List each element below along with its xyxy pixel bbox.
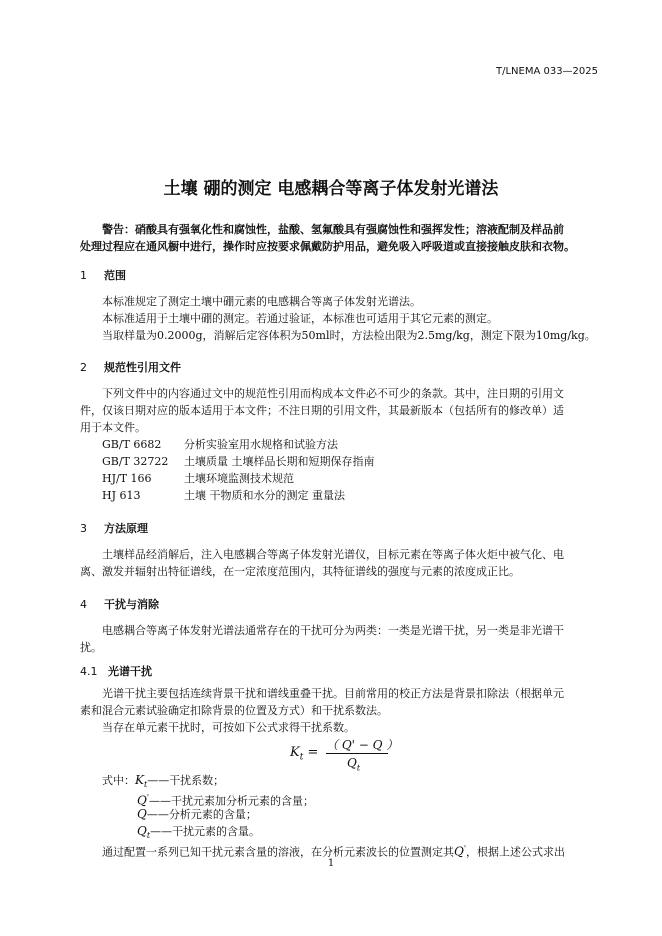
paragraph-line: 用于本文件。 (80, 421, 146, 434)
paragraph-line: 电感耦合等离子体发射光谱法通常存在的干扰可分为两类：一类是光谱干扰，另一类是非光谱干 (102, 624, 564, 637)
formula-symbol: Q (347, 756, 357, 770)
section-title: 干扰与消除 (104, 598, 159, 611)
document-title: 土壤 硼的测定 电感耦合等离子体发射光谱法 (163, 179, 499, 199)
section-3-heading (80, 520, 148, 536)
reference-item (102, 453, 375, 470)
formula-equals: = (307, 745, 319, 760)
definition-text: ——干扰元素加分析元素的含量； (149, 794, 315, 808)
section-title: 规范性引用文件 (104, 361, 181, 374)
paragraph-line: 当取样量为0.2000g，消解后定容体积为50ml时，方法检出限为2.5mg/kg，测定下限为10mg/kg。 (102, 329, 596, 342)
symbol: Q (454, 844, 464, 859)
reference-code: GB/T 6682 (102, 438, 162, 451)
reference-code: HJ/T 166 (102, 472, 152, 485)
section-1-heading (80, 267, 126, 283)
reference-code: HJ 613 (102, 489, 141, 502)
reference-item (102, 436, 338, 453)
section-4-heading (80, 596, 159, 612)
paragraph-line: 素和混合元素试验确定扣除背景的位置及方式）和干扰系数法。 (80, 704, 388, 717)
reference-name: 土壤 干物质和水分的测定 重量法 (184, 489, 345, 502)
section-2-heading (80, 359, 181, 375)
formula-subscript: t (299, 752, 304, 763)
paragraph-line: 本标准适用于土壤中硼的测定。若通过验证，本标准也可适用于其它元素的测定。 (102, 312, 498, 325)
page-number: 1 (327, 858, 335, 869)
paragraph-line: 本标准规定了测定土壤中硼元素的电感耦合等离子体发射光谱法。 (102, 295, 421, 308)
symbol-subscript: t (146, 831, 151, 841)
definition-text: ——分析元素的含量； (146, 808, 257, 821)
reference-code: GB/T 32722 (102, 455, 169, 468)
text-segment: ，根据上述公式求出 (466, 845, 566, 859)
section-4-1-heading (80, 663, 152, 679)
reference-name: 土壤质量 土壤样品长期和短期保存指南 (184, 455, 375, 468)
section-number: 4.1 (80, 665, 98, 678)
definition-text: ——干扰元素的含量。 (150, 825, 261, 838)
reference-item (102, 470, 294, 487)
section-number: 1 (80, 269, 87, 282)
section-number: 3 (80, 522, 87, 535)
reference-name: 土壤环境监测技术规范 (184, 472, 294, 485)
formula-numerator: （ Q' − Q ） (326, 738, 399, 752)
symbol: Q (137, 824, 147, 838)
paragraph-line: 当存在单元素干扰时，可按如下公式求得干扰系数。 (102, 721, 355, 734)
symbol: K (135, 773, 144, 787)
where-label: 式中： (102, 774, 135, 787)
warning-line-2: 处理过程应在通风橱中进行，操作时应按要求佩戴防护用品，避免吸入呼吸道或直接接触皮肤和衣物。 (80, 240, 575, 253)
definition-line (137, 806, 257, 823)
section-title: 方法原理 (104, 522, 148, 535)
reference-item (102, 487, 345, 504)
symbol: Q (137, 793, 147, 808)
reference-name: 分析实验室用水规格和试验方法 (184, 438, 338, 451)
formula-denominator (347, 756, 360, 772)
definition-text: ——干扰系数； (147, 774, 225, 787)
symbol-prime: ' (463, 844, 467, 853)
paragraph-line: 土壤样品经消解后，注入电感耦合等离子体发射光谱仪，目标元素在等离子体火炬中被气化、电 (102, 548, 564, 561)
section-title: 光谱干扰 (108, 665, 152, 678)
section-number: 4 (80, 598, 87, 611)
paragraph-line: 光谱干扰主要包括连续背景干扰和谱线重叠干扰。目前常用的校正方法是背景扣除法（根据单元 (102, 687, 564, 700)
symbol-subscript: t (143, 780, 148, 790)
warning-line-1: 警告：硝酸具有强氧化性和腐蚀性，盐酸、氢氟酸具有强腐蚀性和强挥发性；溶液配制及样品前 (102, 223, 564, 236)
paragraph-line: 下列文件中的内容通过文中的规范性引用而构成本文件必不可少的条款。其中，注日期的引用文 (102, 387, 564, 400)
symbol-prime: ' (146, 793, 150, 802)
paragraph-line: 扰。 (80, 641, 102, 654)
paragraph-line: 件，仅该日期对应的版本适用于本文件；不注日期的引用文件，其最新版本（包括所有的修改单）适 (80, 404, 564, 417)
paragraph-line: 离、激发并辐射出特征谱线，在一定浓度范围内，其特征谱线的强度与元素的浓度成正比。 (80, 565, 520, 578)
document-id: T/LNEMA 033—2025 (495, 66, 598, 77)
formula-subscript: t (356, 763, 361, 773)
section-number: 2 (80, 361, 87, 374)
text-segment: 通过配置一系列已知干扰元素含量的溶液，在分析元素波长的位置测定其 (102, 845, 454, 859)
section-title: 范围 (104, 269, 126, 282)
formula-lhs (290, 745, 318, 763)
formula-symbol: K (290, 745, 300, 760)
symbol: Q (137, 807, 147, 821)
fraction-bar (326, 753, 388, 754)
